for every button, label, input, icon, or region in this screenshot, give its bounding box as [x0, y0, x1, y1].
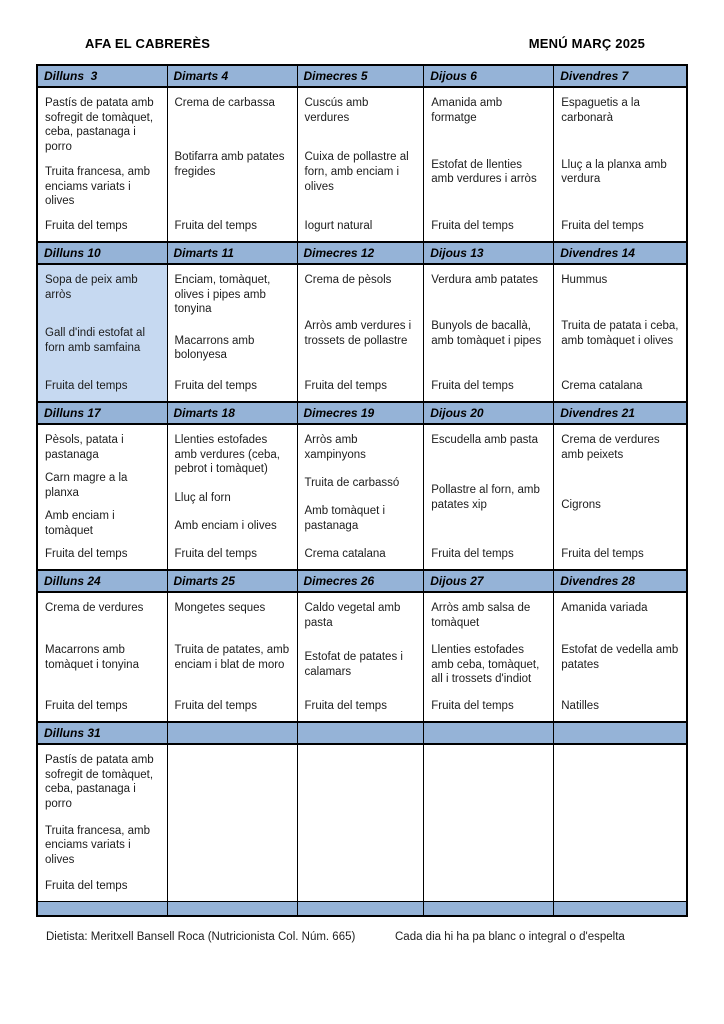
menu-item: Verdura amb patates — [431, 274, 539, 286]
day-header-cell: Dijous 6 — [424, 65, 554, 87]
menu-item: Arròs amb salsa de tomàquet — [431, 602, 531, 629]
day-header-cell: Divendres 14 — [554, 242, 687, 264]
day-header-cell: Dilluns 17 — [37, 402, 167, 424]
menu-item: Crema de verdures — [45, 602, 144, 614]
bottom-bar-cell — [554, 902, 687, 917]
day-header-cell — [424, 722, 554, 744]
week-4-header-row — [37, 570, 687, 592]
menu-day-cell — [297, 87, 424, 242]
day-header-cell: Dijous 27 — [424, 570, 554, 592]
week-5-body-row — [37, 744, 687, 902]
bottom-bar-cell — [37, 902, 167, 917]
menu-item: Estofat de patates i calamars — [304, 651, 403, 678]
menu-day-cell — [167, 424, 297, 570]
menu-table — [36, 64, 688, 917]
week-5-header-row — [37, 722, 687, 744]
menu-item: Pastís de patata amb sofregit de tomàquet, ceba, pastanaga i porro — [45, 754, 154, 810]
menu-item: Arròs amb xampinyons — [304, 434, 366, 461]
menu-day-cell — [37, 592, 167, 722]
week-4-body-row — [37, 592, 687, 722]
menu-item: Truita de patates, amb enciam i blat de moro — [174, 643, 290, 671]
menu-item: Iogurt natural — [304, 220, 373, 233]
menu-item: Truita de patata i ceba, amb tomàquet i olives — [561, 319, 679, 347]
menu-item: Fruita del temps — [431, 380, 514, 393]
menu-day-cell-empty — [167, 744, 297, 902]
menu-day-cell-empty — [297, 744, 424, 902]
document-header — [0, 0, 724, 51]
menu-day-cell — [554, 592, 687, 722]
menu-day-cell — [37, 744, 167, 902]
menu-item: Hummus — [561, 274, 608, 286]
week-2-body-row — [37, 264, 687, 402]
menu-day-cell — [424, 424, 554, 570]
menu-item: Pastís de patata amb sofregit de tomàquet, ceba, pastanaga i porro — [45, 97, 154, 153]
menu-day-cell — [37, 424, 167, 570]
dietitian-note: Dietista: Meritxell Bansell Roca (Nutricionista Col. Núm. 665) — [46, 931, 356, 943]
menu-item: Crema de pèsols — [304, 274, 392, 286]
menu-item: Escudella amb pasta — [431, 434, 539, 446]
menu-item: Carn magre a la planxa — [45, 472, 128, 499]
menu-item: Natilles — [561, 700, 599, 713]
menu-item: Sopa de peix amb arròs — [45, 274, 138, 301]
menu-item: Fruita del temps — [174, 380, 257, 393]
menu-day-cell — [424, 87, 554, 242]
menu-item: Mongetes seques — [174, 602, 266, 614]
menu-item: Estofat de vedella amb patates — [561, 643, 679, 671]
menu-item: Amb enciam i tomàquet — [45, 510, 115, 537]
day-header-cell: Dimarts 25 — [167, 570, 297, 592]
day-header-cell: Divendres 7 — [554, 65, 687, 87]
menu-item: Bunyols de bacallà, amb tomàquet i pipes — [431, 319, 542, 347]
day-header-cell: Dijous 13 — [424, 242, 554, 264]
menu-item: Fruita del temps — [174, 220, 257, 233]
menu-day-cell — [297, 592, 424, 722]
menu-day-cell — [167, 87, 297, 242]
menu-item: Fruita del temps — [304, 700, 387, 713]
day-header-cell: Dimarts 18 — [167, 402, 297, 424]
menu-item: Gall d'indi estofat al forn amb samfaina — [45, 327, 146, 354]
day-header-cell: Dijous 20 — [424, 402, 554, 424]
menu-item: Llenties estofades amb ceba, tomàquet, all i trossets d'indiot — [431, 643, 540, 686]
bottom-bar-cell — [297, 902, 424, 917]
menu-item: Lluç al forn — [174, 491, 231, 504]
bottom-bar-cell — [167, 902, 297, 917]
menu-day-cell — [297, 424, 424, 570]
menu-item: Fruita del temps — [174, 700, 257, 713]
day-header-cell: Dimecres 19 — [297, 402, 424, 424]
org-title: AFA EL CABRERÈS — [85, 36, 211, 51]
menu-item: Fruita del temps — [174, 548, 257, 561]
bottom-bar-row — [37, 902, 687, 917]
menu-item: Caldo vegetal amb pasta — [304, 602, 401, 629]
menu-day-cell — [167, 264, 297, 402]
menu-item: Llenties estofades amb verdures (ceba, pebrot i tomàquet) — [174, 434, 280, 476]
menu-item: Macarrons amb tomàquet i tonyina — [45, 643, 139, 671]
day-header-cell — [167, 722, 297, 744]
menu-item: Pèsols, patata i pastanaga — [45, 434, 124, 461]
bottom-bar-cell — [424, 902, 554, 917]
menu-item: Fruita del temps — [304, 380, 387, 393]
menu-item: Cuscús amb verdures — [304, 97, 369, 124]
menu-item: Truita de carbassó — [304, 477, 400, 489]
day-header-cell: Dilluns 31 — [37, 722, 167, 744]
document-footer — [0, 931, 724, 951]
menu-item: Fruita del temps — [45, 548, 128, 561]
menu-day-cell — [167, 592, 297, 722]
menu-item: Fruita del temps — [431, 220, 514, 233]
day-header-cell: Divendres 28 — [554, 570, 687, 592]
week-2-header-row — [37, 242, 687, 264]
day-header-cell: Dilluns 3 — [37, 65, 167, 87]
menu-item: Truita francesa, amb enciams variats i olives — [45, 166, 151, 208]
menu-item: Fruita del temps — [45, 380, 128, 393]
day-header-cell: Divendres 21 — [554, 402, 687, 424]
menu-item: Lluç a la planxa amb verdura — [561, 158, 667, 186]
menu-item: Amanida amb formatge — [431, 97, 503, 124]
bread-note: Cada dia hi ha pa blanc o integral o d'espelta — [395, 931, 625, 943]
menu-item: Fruita del temps — [45, 220, 128, 233]
menu-item: Crema de verdures amb peixets — [561, 434, 660, 461]
menu-day-cell-empty — [554, 744, 687, 902]
menu-item: Espaguetis a la carbonarà — [561, 97, 640, 124]
menu-item: Cigrons — [561, 498, 601, 511]
menu-day-cell-highlighted — [37, 264, 167, 402]
week-3-header-row — [37, 402, 687, 424]
menu-item: Crema de carbassa — [174, 97, 275, 109]
menu-day-cell — [297, 264, 424, 402]
menu-item: Fruita del temps — [561, 220, 644, 233]
day-header-cell: Dimecres 5 — [297, 65, 424, 87]
menu-item: Crema catalana — [304, 548, 386, 561]
menu-day-cell — [554, 424, 687, 570]
week-3-body-row — [37, 424, 687, 570]
day-header-cell — [297, 722, 424, 744]
menu-day-cell — [554, 264, 687, 402]
menu-item: Pollastre al forn, amb patates xip — [431, 483, 540, 511]
menu-day-cell-empty — [424, 744, 554, 902]
day-header-cell: Dimecres 12 — [297, 242, 424, 264]
menu-item: Truita francesa, amb enciams variats i olives — [45, 824, 151, 866]
menu-item: Crema catalana — [561, 380, 643, 393]
menu-day-cell — [37, 87, 167, 242]
day-header-cell — [554, 722, 687, 744]
menu-item: Fruita del temps — [431, 548, 514, 561]
menu-item: Amanida variada — [561, 602, 648, 614]
menu-title: MENÚ MARÇ 2025 — [528, 36, 645, 51]
menu-item: Arròs amb verdures i trossets de pollastre — [304, 319, 412, 347]
menu-item: Enciam, tomàquet, olives i pipes amb tonyina — [174, 274, 271, 316]
menu-item: Fruita del temps — [431, 700, 514, 713]
week-1-header-row — [37, 65, 687, 87]
menu-day-cell — [424, 264, 554, 402]
menu-item: Amb enciam i olives — [174, 520, 277, 532]
menu-item: Amb tomàquet i pastanaga — [304, 505, 386, 532]
menu-item: Botifarra amb patates fregides — [174, 151, 285, 178]
day-header-cell: Dimecres 26 — [297, 570, 424, 592]
day-header-cell: Dilluns 10 — [37, 242, 167, 264]
day-header-cell: Dilluns 24 — [37, 570, 167, 592]
menu-day-cell — [424, 592, 554, 722]
menu-item: Fruita del temps — [45, 700, 128, 713]
menu-item: Macarrons amb bolonyesa — [174, 334, 255, 362]
menu-item: Cuixa de pollastre al forn, amb enciam i olives — [304, 151, 409, 193]
week-1-body-row — [37, 87, 687, 242]
menu-day-cell — [554, 87, 687, 242]
menu-item: Fruita del temps — [561, 548, 644, 561]
day-header-cell: Dimarts 11 — [167, 242, 297, 264]
day-header-cell: Dimarts 4 — [167, 65, 297, 87]
menu-item: Fruita del temps — [45, 880, 128, 893]
menu-item: Estofat de llenties amb verdures i arròs — [431, 158, 537, 186]
